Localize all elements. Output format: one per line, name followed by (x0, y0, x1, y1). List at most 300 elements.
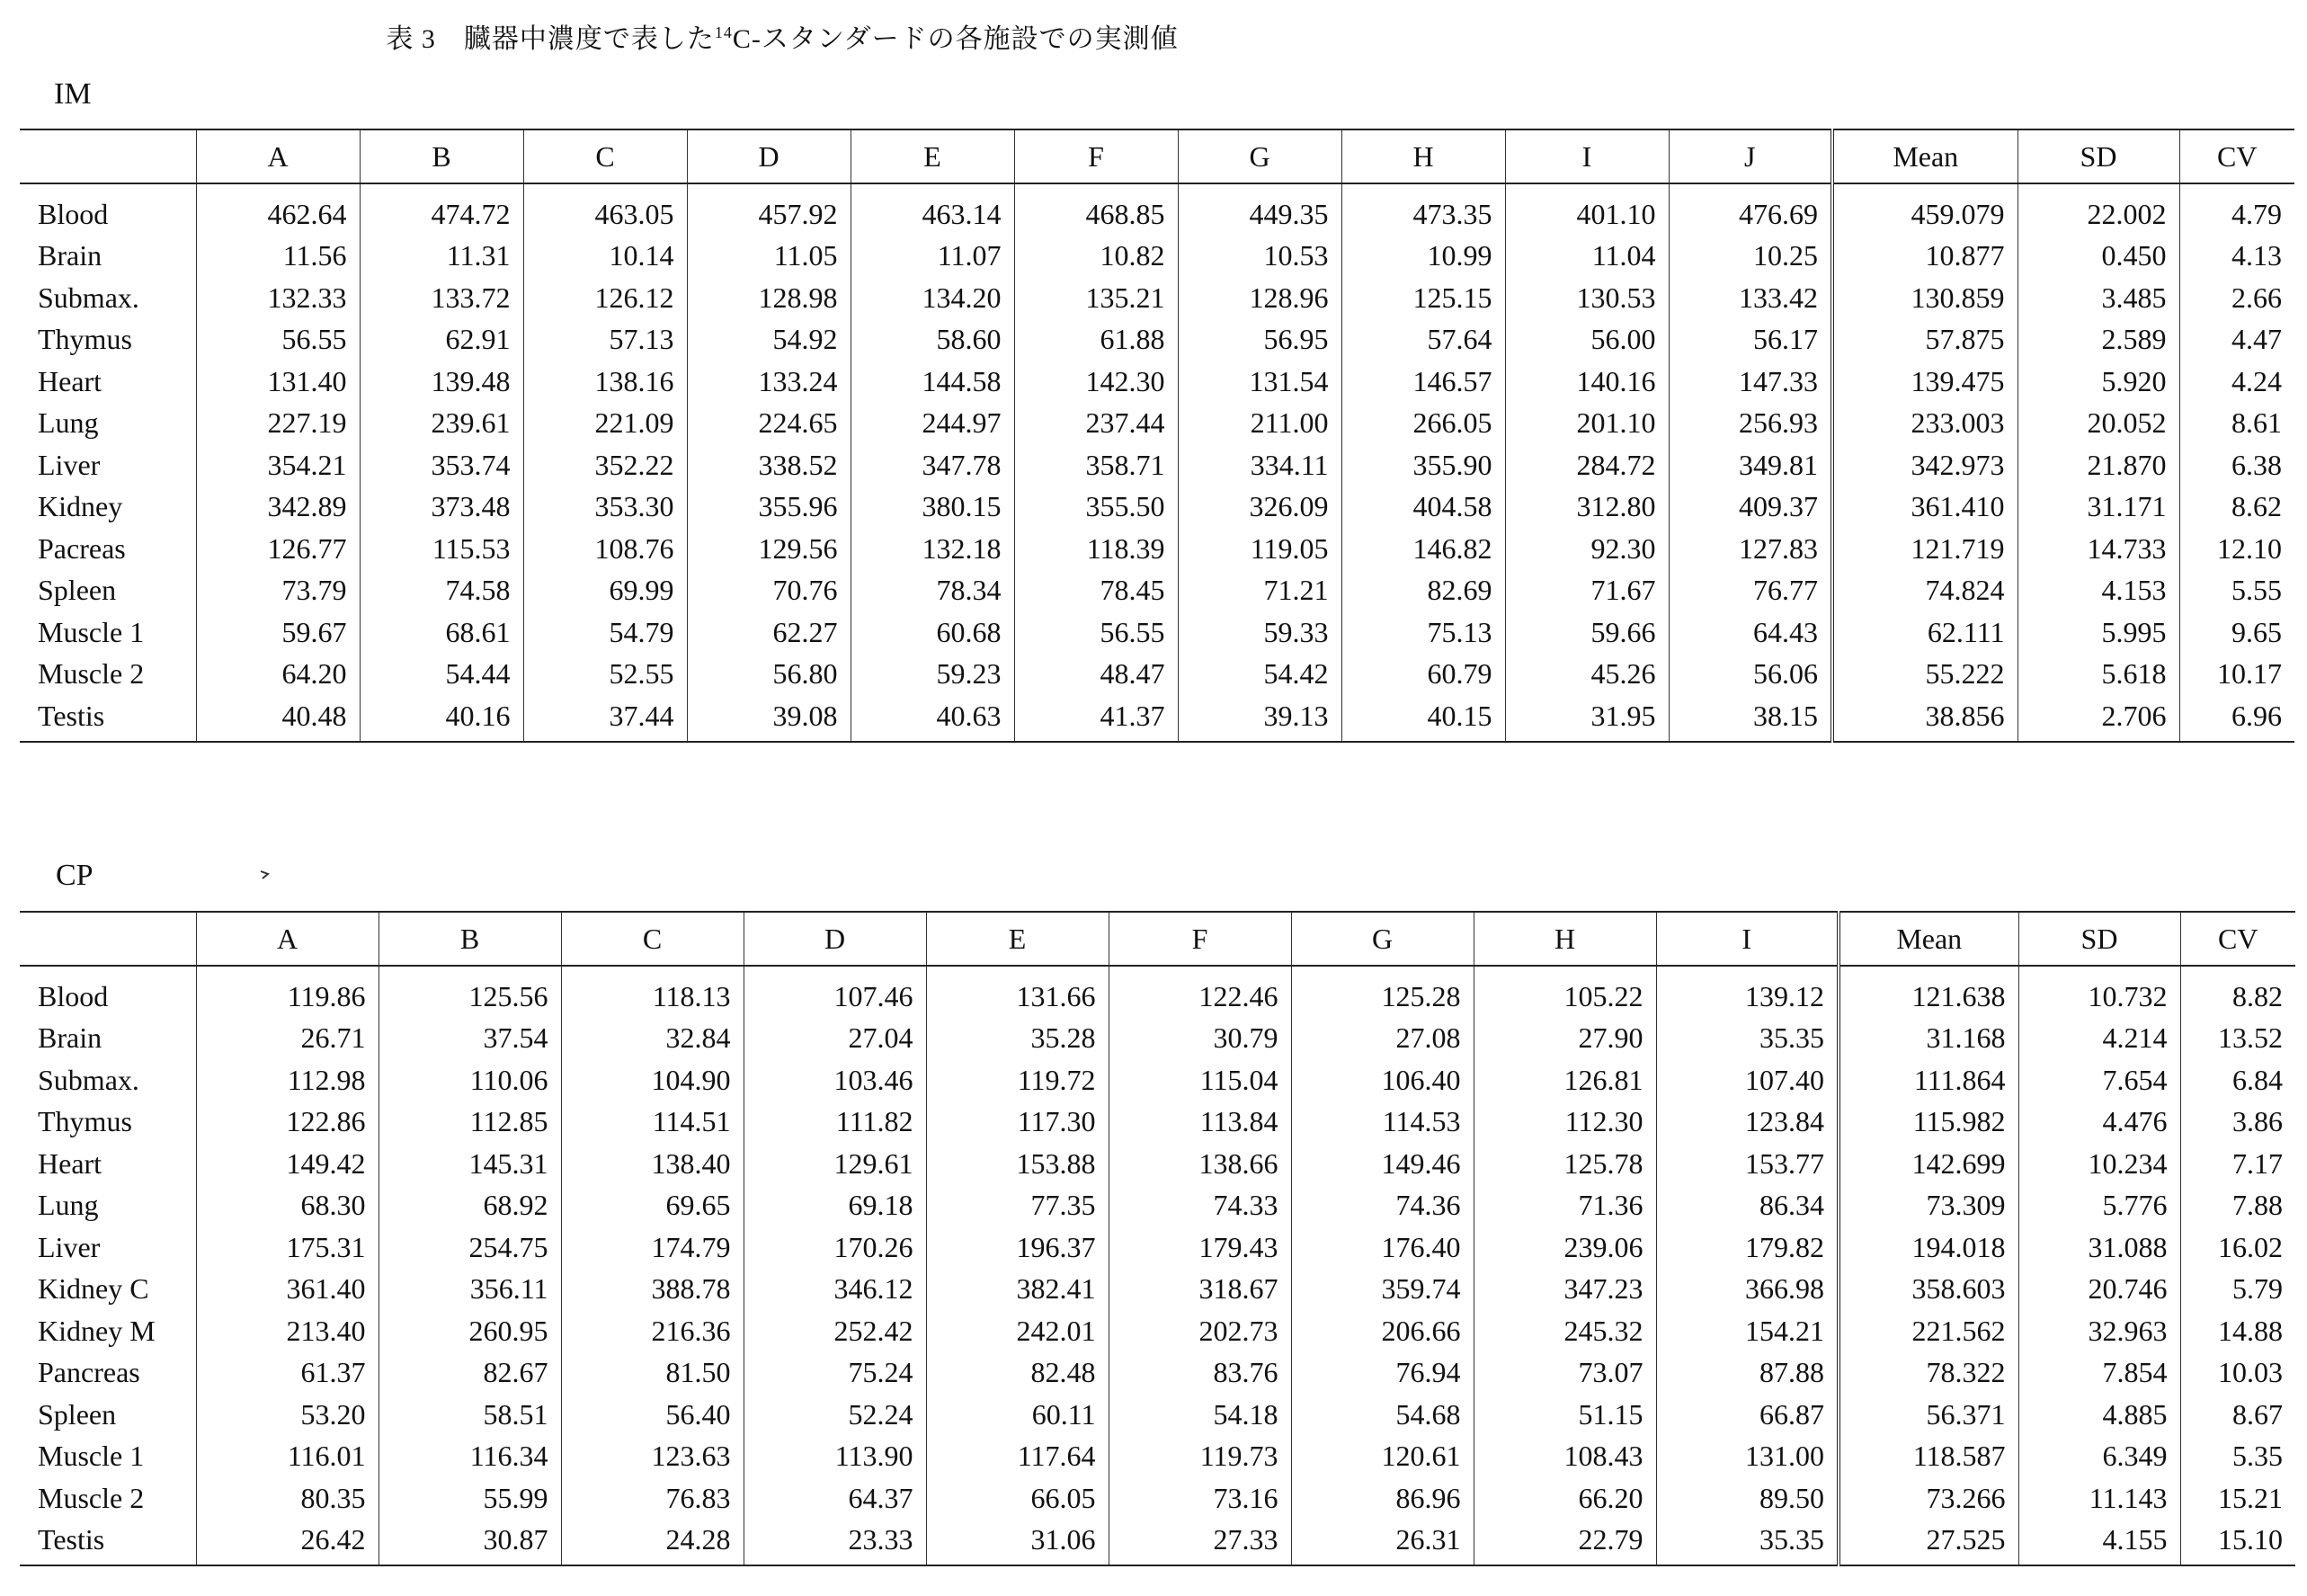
table-cell: 361.410 (1832, 486, 2018, 529)
table-cell: 21.870 (2018, 444, 2179, 486)
table-cell: 75.24 (744, 1352, 926, 1395)
table-cell: 64.20 (196, 654, 360, 696)
table-cell: 132.18 (851, 528, 1014, 570)
table-row (20, 277, 2294, 319)
table-cell: 123.84 (1656, 1101, 1839, 1144)
im-column-header: Mean (1832, 129, 2018, 183)
table-cell: 3.86 (2180, 1101, 2295, 1144)
row-label: Muscle 1 (38, 1440, 145, 1473)
table-cell: 125.15 (1341, 277, 1505, 319)
table-cell: 69.65 (561, 1185, 744, 1227)
table-cell: 40.15 (1341, 695, 1505, 742)
im-column-header: E (851, 129, 1014, 183)
table-cell: 179.82 (1656, 1226, 1839, 1269)
table-cell: 62.91 (360, 319, 523, 361)
table-cell: 15.10 (2180, 1520, 2295, 1566)
table-cell: 366.98 (1656, 1269, 1839, 1311)
im-column-header: CV (2179, 129, 2294, 183)
table-cell: 114.51 (561, 1101, 744, 1144)
table-cell: 115.04 (1109, 1059, 1291, 1101)
im-column-header: C (523, 129, 687, 183)
table-cell: 4.24 (2179, 361, 2294, 403)
table-cell: 8.82 (2180, 966, 2295, 1018)
table-cell: 105.22 (1474, 966, 1656, 1018)
cp-column-header: SD (2018, 912, 2180, 966)
table-title (0, 16, 1564, 56)
table-cell: 53.20 (196, 1394, 379, 1436)
im-section-label: IM (54, 77, 92, 111)
cp-column-header: I (1656, 912, 1839, 966)
table-cell: 62.111 (1832, 611, 2018, 654)
table-cell: 140.16 (1505, 361, 1669, 403)
table-cell: 37.44 (523, 695, 687, 742)
table-cell: 11.05 (687, 236, 851, 278)
table-cell: 476.69 (1669, 183, 1832, 236)
table-cell: 106.40 (1291, 1059, 1474, 1101)
table-cell: 125.56 (379, 966, 561, 1018)
table-cell: 0.450 (2018, 236, 2179, 278)
table-cell: 56.17 (1669, 319, 1832, 361)
table-cell: 174.79 (561, 1226, 744, 1269)
table-cell: 40.48 (196, 695, 360, 742)
table-cell: 153.77 (1656, 1143, 1839, 1185)
table-cell: 61.37 (196, 1352, 379, 1395)
table-cell: 179.43 (1109, 1226, 1291, 1269)
table-cell: 76.83 (561, 1477, 744, 1520)
table-cell: 11.07 (851, 236, 1014, 278)
table-cell: 9.65 (2179, 611, 2294, 654)
table-cell: 355.96 (687, 486, 851, 529)
table-cell: 118.587 (1839, 1436, 2018, 1478)
row-label: Heart (38, 1146, 102, 1180)
table-row (20, 444, 2294, 486)
table-cell: 119.86 (196, 966, 379, 1018)
table-cell: 14.88 (2180, 1310, 2295, 1352)
table-cell: 380.15 (851, 486, 1014, 529)
row-label: Testis (20, 695, 196, 742)
table-cell: 126.77 (196, 528, 360, 570)
table-row (20, 403, 2294, 445)
table-cell: 58.51 (379, 1394, 561, 1436)
table-row (20, 319, 2294, 361)
table-cell: 245.32 (1474, 1310, 1656, 1352)
im-data-table (20, 129, 2294, 743)
table-cell: 201.10 (1505, 403, 1669, 445)
table-cell: 7.654 (2018, 1059, 2180, 1101)
cp-column-header: Mean (1839, 912, 2018, 966)
table-cell: 116.01 (196, 1436, 379, 1478)
table-cell: 35.28 (926, 1018, 1109, 1060)
table-cell: 358.71 (1014, 444, 1178, 486)
table-cell: 206.66 (1291, 1310, 1474, 1352)
row-label: Kidney C (38, 1272, 149, 1306)
table-cell: 388.78 (561, 1269, 744, 1311)
table-cell: 5.79 (2180, 1269, 2295, 1311)
table-cell: 117.30 (926, 1101, 1109, 1144)
table-cell: 334.11 (1178, 444, 1341, 486)
table-cell: 118.13 (561, 966, 744, 1018)
table-cell: 175.31 (196, 1226, 379, 1269)
cp-column-header: C (561, 912, 744, 966)
table-cell: 74.824 (1832, 570, 2018, 612)
table-cell: 10.53 (1178, 236, 1341, 278)
table-cell: 244.97 (851, 403, 1014, 445)
table-cell: 6.84 (2180, 1059, 2295, 1101)
table-cell: 353.30 (523, 486, 687, 529)
table-cell: 82.48 (926, 1352, 1109, 1395)
table-cell: 127.83 (1669, 528, 1832, 570)
table-cell: 111.82 (744, 1101, 926, 1144)
table-cell: 468.85 (1014, 183, 1178, 236)
table-cell: 237.44 (1014, 403, 1178, 445)
table-cell: 26.42 (196, 1520, 379, 1566)
table-cell: 457.92 (687, 183, 851, 236)
table-cell: 233.003 (1832, 403, 2018, 445)
table-cell: 56.55 (196, 319, 360, 361)
table-cell: 154.21 (1656, 1310, 1839, 1352)
table-cell: 68.92 (379, 1185, 561, 1227)
table-cell: 6.38 (2179, 444, 2294, 486)
row-label: Muscle 1 (38, 615, 145, 648)
table-cell: 68.30 (196, 1185, 379, 1227)
table-cell: 5.995 (2018, 611, 2179, 654)
table-cell: 32.963 (2018, 1310, 2180, 1352)
title-prefix: 表 3 臓器中濃度で表した (386, 24, 715, 54)
table-cell: 113.90 (744, 1436, 926, 1478)
table-cell: 133.72 (360, 277, 523, 319)
table-cell: 4.13 (2179, 236, 2294, 278)
table-cell: 6.349 (2018, 1436, 2180, 1478)
table-cell: 10.732 (2018, 966, 2180, 1018)
table-cell: 129.61 (744, 1143, 926, 1185)
table-row (20, 183, 2294, 236)
table-row (20, 1269, 2295, 1311)
cp-column-header: CV (2180, 912, 2295, 966)
table-cell: 10.25 (1669, 236, 1832, 278)
table-cell: 54.79 (523, 611, 687, 654)
table-row (20, 1226, 2295, 1269)
table-cell: 142.30 (1014, 361, 1178, 403)
table-cell: 10.03 (2180, 1352, 2295, 1395)
table-cell: 6.96 (2179, 695, 2294, 742)
table-cell: 132.33 (196, 277, 360, 319)
table-cell: 56.06 (1669, 654, 1832, 696)
table-cell: 4.476 (2018, 1101, 2180, 1144)
table-cell: 134.20 (851, 277, 1014, 319)
table-row (20, 1477, 2295, 1520)
table-cell: 66.05 (926, 1477, 1109, 1520)
table-cell: 57.13 (523, 319, 687, 361)
row-label: Heart (38, 364, 102, 397)
cp-column-header: D (744, 912, 926, 966)
table-cell: 31.171 (2018, 486, 2179, 529)
table-cell: 409.37 (1669, 486, 1832, 529)
im-column-header: G (1178, 129, 1341, 183)
table-cell: 51.15 (1474, 1394, 1656, 1436)
row-label: Liver (38, 1230, 101, 1263)
table-cell: 5.776 (2018, 1185, 2180, 1227)
table-cell: 38.15 (1669, 695, 1832, 742)
table-cell: 449.35 (1178, 183, 1341, 236)
table-cell: 74.58 (360, 570, 523, 612)
table-cell: 60.11 (926, 1394, 1109, 1436)
table-cell: 338.52 (687, 444, 851, 486)
table-cell: 113.84 (1109, 1101, 1291, 1144)
table-cell: 347.78 (851, 444, 1014, 486)
table-cell: 146.57 (1341, 361, 1505, 403)
table-cell: 73.266 (1839, 1477, 2018, 1520)
table-cell: 74.36 (1291, 1185, 1474, 1227)
table-cell: 56.55 (1014, 611, 1178, 654)
table-cell: 52.24 (744, 1394, 926, 1436)
im-table-body (20, 183, 2294, 742)
table-cell: 86.96 (1291, 1477, 1474, 1520)
table-cell: 5.35 (2180, 1436, 2295, 1478)
table-cell: 355.50 (1014, 486, 1178, 529)
im-column-header: J (1669, 129, 1832, 183)
table-cell: 462.64 (196, 183, 360, 236)
table-cell: 353.74 (360, 444, 523, 486)
table-cell: 115.982 (1839, 1101, 2018, 1144)
table-cell: 125.78 (1474, 1143, 1656, 1185)
table-cell: 87.88 (1656, 1352, 1839, 1395)
table-cell: 118.39 (1014, 528, 1178, 570)
table-cell: 39.08 (687, 695, 851, 742)
table-cell: 56.80 (687, 654, 851, 696)
table-cell: 73.79 (196, 570, 360, 612)
table-cell: 76.77 (1669, 570, 1832, 612)
table-cell: 62.27 (687, 611, 851, 654)
table-cell: 131.54 (1178, 361, 1341, 403)
cp-column-header (20, 912, 196, 966)
table-cell: 10.14 (523, 236, 687, 278)
table-cell: 170.26 (744, 1226, 926, 1269)
table-cell: 8.62 (2179, 486, 2294, 529)
table-row (20, 361, 2294, 403)
im-column-header (20, 129, 196, 183)
table-cell: 61.88 (1014, 319, 1178, 361)
table-cell: 54.18 (1109, 1394, 1291, 1436)
table-cell: 213.40 (196, 1310, 379, 1352)
table-cell: 354.21 (196, 444, 360, 486)
row-label: Brain (38, 1021, 102, 1055)
table-cell: 139.12 (1656, 966, 1839, 1018)
table-cell: 260.95 (379, 1310, 561, 1352)
table-cell: 356.11 (379, 1269, 561, 1311)
table-cell: 7.854 (2018, 1352, 2180, 1395)
table-cell: 108.43 (1474, 1436, 1656, 1478)
table-cell: 153.88 (926, 1143, 1109, 1185)
table-cell: 31.088 (2018, 1226, 2180, 1269)
table-cell: 30.79 (1109, 1018, 1291, 1060)
table-cell: 352.22 (523, 444, 687, 486)
table-cell: 284.72 (1505, 444, 1669, 486)
table-cell: 347.23 (1474, 1269, 1656, 1311)
table-cell: 242.01 (926, 1310, 1109, 1352)
table-cell: 59.66 (1505, 611, 1669, 654)
row-label: Pacreas (38, 531, 126, 565)
table-cell: 52.55 (523, 654, 687, 696)
table-cell: 59.67 (196, 611, 360, 654)
table-cell: 138.16 (523, 361, 687, 403)
table-cell: 56.40 (561, 1394, 744, 1436)
table-cell: 358.603 (1839, 1269, 2018, 1311)
table-cell: 142.699 (1839, 1143, 2018, 1185)
table-cell: 342.89 (196, 486, 360, 529)
table-cell: 112.98 (196, 1059, 379, 1101)
table-cell: 318.67 (1109, 1269, 1291, 1311)
table-cell: 11.56 (196, 236, 360, 278)
table-cell: 11.04 (1505, 236, 1669, 278)
table-cell: 382.41 (926, 1269, 1109, 1311)
table-cell: 80.35 (196, 1477, 379, 1520)
table-cell: 31.168 (1839, 1018, 2018, 1060)
table-cell: 401.10 (1505, 183, 1669, 236)
table-row (20, 528, 2294, 570)
table-row (20, 486, 2294, 529)
row-label: Thymus (38, 1105, 132, 1138)
table-cell: 12.10 (2179, 528, 2294, 570)
table-cell: 66.20 (1474, 1477, 1656, 1520)
table-cell: 75.13 (1341, 611, 1505, 654)
table-cell: 4.47 (2179, 319, 2294, 361)
table-cell: 27.525 (1839, 1520, 2018, 1566)
table-cell: 4.885 (2018, 1394, 2180, 1436)
table-cell: 122.46 (1109, 966, 1291, 1018)
cp-column-header: H (1474, 912, 1656, 966)
table-cell: 114.53 (1291, 1101, 1474, 1144)
table-cell: 59.33 (1178, 611, 1341, 654)
table-row (20, 1352, 2295, 1395)
table-cell: 35.35 (1656, 1018, 1839, 1060)
table-row (20, 1018, 2295, 1060)
table-cell: 211.00 (1178, 403, 1341, 445)
table-cell: 216.36 (561, 1310, 744, 1352)
table-cell: 133.42 (1669, 277, 1832, 319)
table-cell: 326.09 (1178, 486, 1341, 529)
table-cell: 86.34 (1656, 1185, 1839, 1227)
im-column-header: I (1505, 129, 1669, 183)
table-cell: 57.875 (1832, 319, 2018, 361)
table-cell: 40.63 (851, 695, 1014, 742)
table-cell: 71.67 (1505, 570, 1669, 612)
table-cell: 13.52 (2180, 1018, 2295, 1060)
table-cell: 130.859 (1832, 277, 2018, 319)
table-cell: 349.81 (1669, 444, 1832, 486)
table-cell: 54.42 (1178, 654, 1341, 696)
table-cell: 54.44 (360, 654, 523, 696)
table-row (20, 1394, 2295, 1436)
table-cell: 60.68 (851, 611, 1014, 654)
table-cell: 11.143 (2018, 1477, 2180, 1520)
table-cell: 73.07 (1474, 1352, 1656, 1395)
table-cell: 69.99 (523, 570, 687, 612)
table-cell: 73.309 (1839, 1185, 2018, 1227)
im-column-header: B (360, 129, 523, 183)
table-cell: 125.28 (1291, 966, 1474, 1018)
table-cell: 120.61 (1291, 1436, 1474, 1478)
table-cell: 252.42 (744, 1310, 926, 1352)
table-cell: 69.18 (744, 1185, 926, 1227)
row-label: Testis (20, 1520, 196, 1566)
table-cell: 359.74 (1291, 1269, 1474, 1311)
table-cell: 119.72 (926, 1059, 1109, 1101)
table-cell: 119.05 (1178, 528, 1341, 570)
table-cell: 2.589 (2018, 319, 2179, 361)
table-row (20, 654, 2294, 696)
table-cell: 463.05 (523, 183, 687, 236)
table-cell: 146.82 (1341, 528, 1505, 570)
table-cell: 78.322 (1839, 1352, 2018, 1395)
table-cell: 27.08 (1291, 1018, 1474, 1060)
table-cell: 70.76 (687, 570, 851, 612)
table-cell: 56.95 (1178, 319, 1341, 361)
table-cell: 147.33 (1669, 361, 1832, 403)
table-cell: 5.920 (2018, 361, 2179, 403)
table-cell: 227.19 (196, 403, 360, 445)
cp-data-table (20, 911, 2295, 1566)
table-cell: 107.40 (1656, 1059, 1839, 1101)
table-cell: 76.94 (1291, 1352, 1474, 1395)
table-row (20, 570, 2294, 612)
table-cell: 66.87 (1656, 1394, 1839, 1436)
table-cell: 221.562 (1839, 1310, 2018, 1352)
table-cell: 2.66 (2179, 277, 2294, 319)
row-label: Blood (38, 197, 109, 230)
row-label: Spleen (38, 1397, 117, 1431)
im-column-header: H (1341, 129, 1505, 183)
table-cell: 361.40 (196, 1269, 379, 1311)
table-cell: 11.31 (360, 236, 523, 278)
table-cell: 115.53 (360, 528, 523, 570)
table-cell: 5.55 (2179, 570, 2294, 612)
table-cell: 103.46 (744, 1059, 926, 1101)
table-cell: 15.21 (2180, 1477, 2295, 1520)
table-cell: 54.92 (687, 319, 851, 361)
table-cell: 112.85 (379, 1101, 561, 1144)
table-cell: 239.61 (360, 403, 523, 445)
row-label: Thymus (38, 323, 132, 356)
table-cell: 459.079 (1832, 183, 2018, 236)
table-cell: 10.17 (2179, 654, 2294, 696)
table-cell: 149.42 (196, 1143, 379, 1185)
table-cell: 473.35 (1341, 183, 1505, 236)
table-cell: 24.28 (561, 1520, 744, 1566)
im-header-row (20, 129, 2294, 183)
table-cell: 58.60 (851, 319, 1014, 361)
table-cell: 22.002 (2018, 183, 2179, 236)
table-cell: 202.73 (1109, 1310, 1291, 1352)
table-cell: 266.05 (1341, 403, 1505, 445)
row-label: Lung (38, 406, 99, 440)
table-cell: 8.61 (2179, 403, 2294, 445)
table-cell: 27.04 (744, 1018, 926, 1060)
table-cell: 4.214 (2018, 1018, 2180, 1060)
table-cell: 30.87 (379, 1520, 561, 1566)
table-cell: 23.33 (744, 1520, 926, 1566)
table-cell: 149.46 (1291, 1143, 1474, 1185)
table-cell: 5.618 (2018, 654, 2179, 696)
table-cell: 131.66 (926, 966, 1109, 1018)
row-label: Lung (38, 1189, 99, 1222)
table-cell: 123.63 (561, 1436, 744, 1478)
table-cell: 4.155 (2018, 1520, 2180, 1566)
table-cell: 26.31 (1291, 1520, 1474, 1566)
table-cell: 107.46 (744, 966, 926, 1018)
cp-column-header: E (926, 912, 1109, 966)
table-cell: 16.02 (2180, 1226, 2295, 1269)
table-cell: 38.856 (1832, 695, 2018, 742)
